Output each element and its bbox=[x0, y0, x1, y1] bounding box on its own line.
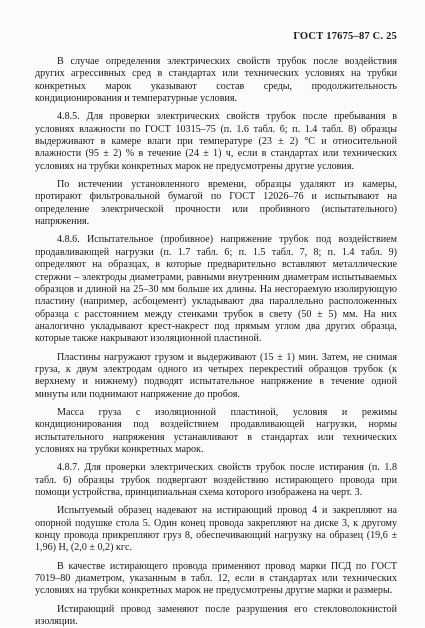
paragraph-4-8-7: 4.8.7. Для проверки электрических свойств трубок после истирания (п. 1.8 табл. 6) образцы трубок подвергают воздействию истирающего провода при помощи устройства, принципиальная схема которого изображена на черт. 3. bbox=[35, 462, 397, 498]
paragraph-4-8-5: 4.8.5. Для проверки электрических свойств трубок после пребывания в условиях влажности по ГОСТ 10315–75 (п. 1.6 табл. 6; п. 1.4 табл. 8) образцы выдерживают в камере влаги при температуре (23 ± 2) °С и относительной влажности (95 ± 2) % в течение (24 ± 1) ч, если в стандартах или технических условиях на трубки конкретных марок не предусмотрены другие условия. bbox=[35, 111, 397, 172]
paragraph-load-mass: Масса груза с изоляционной пластиной, условия и режимы кондиционирования под воздействием продавливающей нагрузки, нормы испытательного напряжения устанавливают в стандартах или технических условиях на трубки конкретных марок. bbox=[35, 406, 397, 455]
paragraph-test-sample: Испытуемый образец надевают на истирающий провод 4 и закрепляют на опорной подушке стола 5. Один конец провода закрепляют на диске 3, к другому концу провода прикрепляют груз 8, обеспечивающий нагрузку на образец (19,6 ± 1,96) Н, (2,0 ± 0,2) кгс. bbox=[35, 505, 397, 554]
paragraph-wire-replacement: Истирающий провод заменяют после разрушения его стекловолокнистой изоляции. bbox=[35, 603, 397, 628]
paragraph-after-humidity: По истечении установленного времени, образцы удаляют из камеры, протирают фильтровальной бумагой по ГОСТ 12026–76 и испытывают на определение электрической прочности или пробивного (испытательного) напряжения. bbox=[35, 179, 397, 228]
document-body bbox=[35, 56, 397, 628]
paragraph-aggressive-media: В случае определения электрических свойств трубок после воздействия других агрессивных сред в стандартах или технических условиях на трубки конкретных марок указывают состав среды, продолжительность кондиционирования и температурные условия. bbox=[35, 56, 397, 105]
paragraph-load-plates: Пластины нагружают грузом и выдерживают (15 ± 1) мин. Затем, не снимая груза, к двум электродам одного из четырех перекрестий образцов трубок (к верхнему и нижнему) подводят испытательное напряжение в течение одной минуты или поднимают напряжение до пробоя. bbox=[35, 351, 397, 400]
paragraph-abrasive-wire: В качестве истирающего провода применяют провод марки ПСД по ГОСТ 7019–80 диаметром, указанным в табл. 12, если в стандартах или технических условиях на трубки конкретных марок не предусмотрены другие марки и размеры. bbox=[35, 560, 397, 597]
page-header: ГОСТ 17675–87 С. 25 bbox=[293, 31, 397, 42]
paragraph-4-8-6: 4.8.6. Испытательное (пробивное) напряжение трубок под воздействием продавливающей нагрузки (п. 1.7 табл. 6; п. 1.5 табл. 7, 8; п. 1.4 табл. 9) определяют на образцах, в которые предварительно вставляют металлические стержни – электроды диаметрами, равными внутренним диаметрам испытываемых образцов и длиной на 25–30 мм больше их длины. На несгораемую изолирующую пластину (например, асбоцемент) укладывают два параллельно расположенных образца с расстоянием между стенками трубок в свету (50 ± 5) мм. На них аналогично укладывают крест-накрест под прямым углом два других образца, которые также накрывают изоляционной пластиной. bbox=[35, 234, 397, 345]
